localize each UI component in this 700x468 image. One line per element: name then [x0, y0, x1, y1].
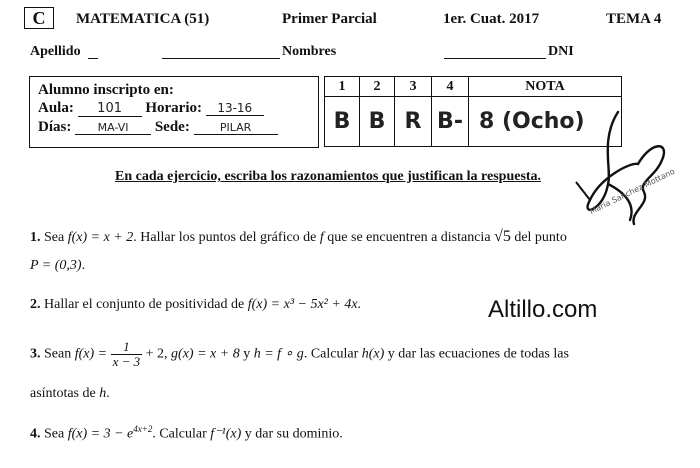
question-4 — [30, 424, 343, 443]
q3-h-var: h — [99, 386, 107, 401]
grade-value-nota: 8 (Ocho) — [469, 97, 622, 147]
enrollment-title: Alumno inscripto en: — [38, 82, 174, 98]
q2-number: 2. — [30, 297, 41, 312]
q3-f: f(x) = — [74, 346, 108, 362]
q3-h: h = f ∘ g — [253, 346, 304, 362]
apellido-line — [88, 58, 98, 59]
q1-point: P = (0,3) — [30, 258, 82, 273]
q2-function: f(x) = x³ − 5x² + 4x — [247, 297, 358, 312]
aula-value: 101 — [78, 101, 142, 117]
q4-number: 4. — [30, 426, 41, 442]
apellido-label: Apellido — [30, 44, 81, 59]
q1-text-b: . Hallar los puntos del gráfico de — [133, 230, 317, 245]
q3-end: . — [106, 386, 110, 401]
q3-fraction-den: x − 3 — [112, 354, 141, 369]
question-1-line-2 — [30, 258, 85, 274]
dias-label: Días: — [38, 119, 72, 135]
tema-letter-box — [24, 7, 54, 29]
tema-label: TEMA 4 — [606, 11, 662, 27]
horario-value: 13-16 — [206, 101, 264, 116]
dias-value: MA-VI — [75, 121, 151, 135]
q4-text-b: . Calcular — [152, 426, 207, 442]
grade-header-nota: NOTA — [469, 77, 622, 97]
grade-header-4: 4 — [432, 77, 469, 97]
aula-label: Aula: — [38, 100, 74, 116]
question-2 — [30, 297, 361, 313]
q1-number: 1. — [30, 230, 41, 245]
term-label: 1er. Cuat. 2017 — [443, 11, 540, 27]
course-title: MATEMATICA (51) — [76, 11, 210, 27]
signature-name: Maria Sanchez Mottano — [588, 166, 677, 217]
q2-end: . — [357, 297, 362, 312]
grade-header-1: 1 — [325, 77, 360, 97]
question-3 — [30, 340, 569, 369]
sede-value: PILAR — [194, 121, 278, 135]
q3-text-a: Sean — [44, 346, 72, 362]
enrollment-box — [29, 76, 319, 148]
q2-text-a: Hallar el conjunto de positividad de — [44, 297, 245, 312]
sede-label: Sede: — [154, 119, 190, 135]
apellido-line-2 — [162, 58, 280, 59]
grade-header-2: 2 — [360, 77, 395, 97]
q3-f-tail: + 2, — [145, 346, 168, 362]
tema-letter: C — [32, 7, 46, 28]
q1-text-d: del punto — [514, 230, 567, 245]
q4-function: f(x) = 3 − e — [67, 426, 134, 442]
q1-f: f — [319, 230, 324, 245]
q4-inverse: f⁻¹(x) — [210, 426, 242, 442]
q1-text-a: Sea — [44, 230, 65, 245]
q1-function: f(x) = x + 2 — [67, 230, 134, 245]
grade-value-3: R — [395, 97, 432, 147]
q3-g: g(x) = x + 8 — [171, 346, 240, 362]
question-1 — [30, 228, 567, 246]
q3-y: y — [243, 346, 251, 362]
q4-text-a: Sea — [44, 426, 65, 442]
exam-title: Primer Parcial — [282, 11, 377, 27]
grade-value-2: B — [360, 97, 395, 147]
question-3-line-2 — [30, 386, 110, 402]
q1-distance: √5 — [494, 228, 511, 245]
q3-line-2: asíntotas de — [30, 386, 96, 401]
q3-hx: h(x) — [361, 346, 385, 362]
q3-fraction — [111, 340, 143, 369]
q3-text-b: . Calcular — [303, 346, 359, 362]
grade-header-3: 3 — [395, 77, 432, 97]
instruction-text: En cada ejercicio, escriba los razonamientos que justifican la respuesta. — [115, 169, 542, 184]
grade-value-1: B — [325, 97, 360, 147]
grade-value-4: B- — [432, 97, 469, 147]
dni-label: DNI — [548, 44, 574, 59]
signature-scribble — [560, 100, 700, 230]
q3-text-c: y dar las ecuaciones de todas las — [387, 346, 569, 362]
nombres-line — [444, 58, 546, 59]
q4-text-c: y dar su dominio. — [244, 426, 343, 442]
q4-exponent: 4x+2 — [133, 424, 153, 434]
altillo-watermark: Altillo.com — [488, 296, 598, 323]
q3-number: 3. — [30, 346, 41, 362]
q1-text-c: que se encuentren a distancia — [327, 230, 491, 245]
q1-end: . — [81, 258, 86, 273]
q3-fraction-num: 1 — [111, 340, 143, 355]
nombres-label: Nombres — [282, 44, 337, 59]
horario-label: Horario: — [145, 100, 202, 116]
